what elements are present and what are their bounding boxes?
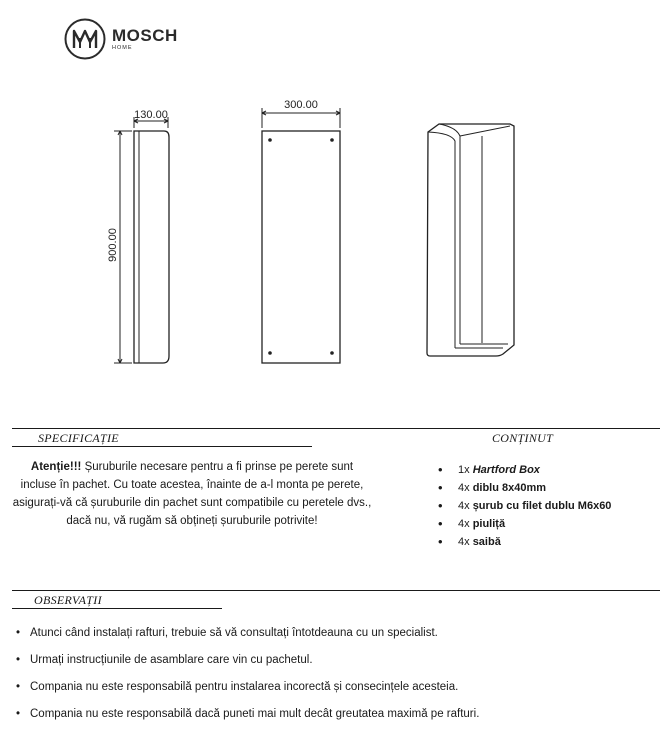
list-item: • 4x șurub cu filet dublu M6x60	[438, 497, 611, 515]
contents-heading: CONȚINUT	[492, 431, 554, 445]
brand-logo	[64, 18, 178, 60]
list-item: • Urmați instrucțiunile de asamblare care vin cu pachetul.	[16, 651, 479, 678]
mosch-logo-icon	[64, 18, 106, 60]
spec-text	[12, 458, 372, 530]
height-dimension: 900.00	[107, 228, 119, 262]
side-view	[114, 117, 169, 363]
brand-name: MOSCH	[112, 25, 178, 45]
brand-subtitle: HOME	[112, 44, 133, 51]
spec-body: Șuruburile necesare pentru a fi prinse pe perete sunt incluse în pachet. Cu toate acestea, înainte de a-l monta pe perete, asigurați-vă că șuruburile din pachet sunt compatibile cu peretele dvs., dacă nu, vă rugăm să obțineți șuruburile potrivite!	[12, 461, 372, 527]
perspective-view	[427, 124, 514, 356]
front-view	[262, 108, 340, 363]
list-item: • 4x saibă	[438, 533, 611, 551]
spec-heading: SPECIFICAȚIE	[38, 431, 119, 445]
list-item: • Atunci când instalați rafturi, trebuie să vă consultați întotdeauna cu un specialist.	[16, 624, 479, 651]
list-item: • Compania nu este responsabilă dacă puneti mai mult decât greutatea maximă pe rafturi.	[16, 705, 479, 732]
technical-drawing	[0, 90, 672, 380]
spec-header-bar	[12, 428, 660, 447]
list-item: • 1x Hartford Box	[438, 461, 611, 479]
depth-dimension: 130.00	[134, 109, 168, 121]
width-dimension: 300.00	[284, 99, 318, 111]
list-item: • 4x piuliță	[438, 515, 611, 533]
observations-header-bar	[12, 590, 660, 609]
list-item: • Compania nu este responsabilă pentru instalarea incorectă și consecințele acesteia.	[16, 678, 479, 705]
list-item: • 4x diblu 8x40mm	[438, 479, 611, 497]
attention-label: Atenție!!!	[30, 461, 82, 473]
contents-list	[438, 461, 611, 551]
observations-list	[16, 624, 479, 732]
observations-heading: OBSERVAȚII	[34, 593, 102, 607]
